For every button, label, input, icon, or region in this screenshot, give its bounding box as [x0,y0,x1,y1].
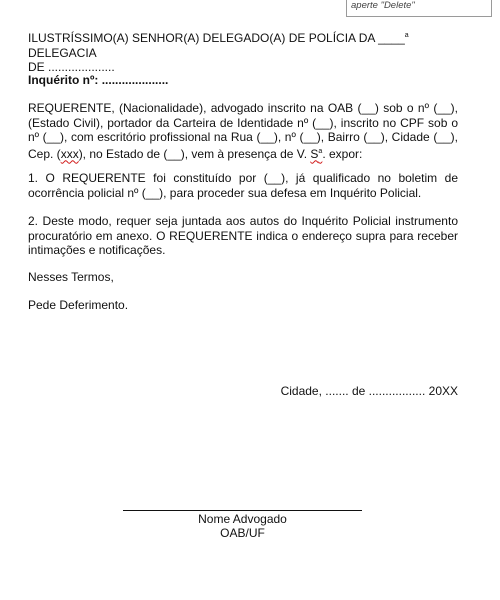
addressee-line-1-end: DELEGACIA [28,45,97,60]
item-2-paragraph: 2. Deste modo, requer seja juntada aos autos do Inquérito Policial instrumento procuratório em anexo. O REQUERENTE indica o endereço supra para receber intimações e notificações. [28,214,458,257]
closing-terms: Nesses Termos, [28,270,114,284]
intro-text-1: REQUERENTE, (Nacionalidade), advogado inscrito na OAB (__) sob o nº (__), (Estado Civil), portador da Carteira de Identidade nº (__), inscrito no CPF sob o nº (__), com escritório profissional na Rua (__), nº (__), Bairro (__), Cidade (__), Cep. ( [28,101,458,161]
addressee-line-2: DE .................... [28,60,115,74]
intro-text-3: . expor: [322,146,363,161]
signature-line [123,510,362,511]
signature-name: Nome Advogado [198,512,287,526]
vs-abbreviation [310,147,322,161]
addressee-heading [28,29,458,75]
ordinal-superscript: a [404,32,409,39]
comment-text: aperte "Delete" [351,0,415,11]
addressee-line-1-start: ILUSTRÍSSIMO(A) SENHOR(A) DELEGADO(A) DE POLÍCIA DA ____ [28,31,405,45]
vs-letter: S [310,146,319,161]
addressee-line-1 [28,29,458,60]
item-1-paragraph: 1. O REQUERENTE foi constituído por (__), já qualificado no boletim de ocorrência policial nº (__), para proceder sua defesa em Inquérito Policial. [28,171,458,200]
comment-bubble[interactable] [346,0,492,17]
intro-text-2: ), no Estado de (__), vem à presença de V. [78,146,311,161]
cep-placeholder: xxx [60,146,79,161]
vs-superscript: a [318,147,323,155]
closing-request: Pede Deferimento. [28,298,129,312]
inquerito-number: Inquérito nº: .................... [28,73,169,87]
signature-oab: OAB/UF [220,526,265,540]
date-line: Cidade, ....... de ................. 20XX [280,384,458,398]
intro-paragraph [28,101,458,161]
